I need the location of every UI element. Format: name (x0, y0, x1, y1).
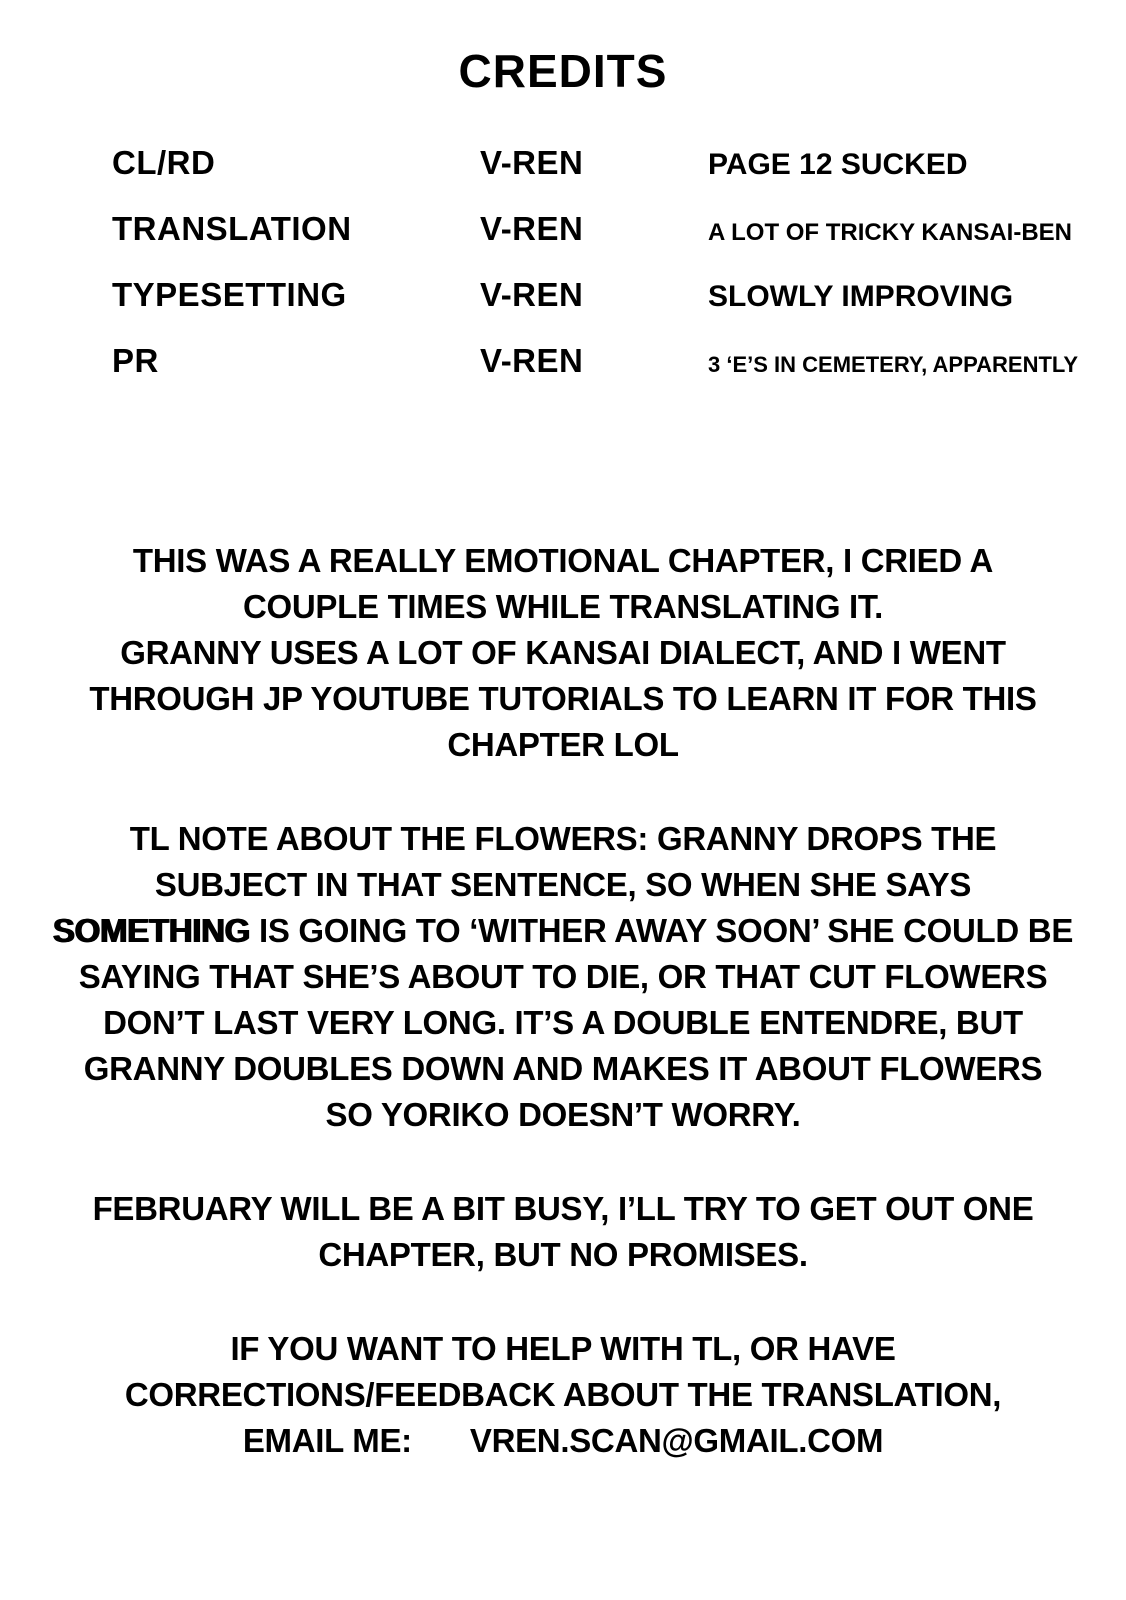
credit-name: V-REN (480, 210, 584, 247)
email-address: VREN.SCAN@GMAIL.COM (469, 1422, 884, 1459)
note-line: FEBRUARY WILL BE A BIT BUSY, I’LL TRY TO GET OUT ONE (92, 1190, 1034, 1227)
note-paragraph-4 (0, 1326, 1126, 1464)
credit-comment: PAGE 12 SUCKED (708, 148, 968, 181)
page-title: CREDITS (458, 45, 668, 97)
note-line: THROUGH JP YOUTUBE TUTORIALS TO LEARN IT FOR THIS (89, 680, 1037, 717)
credit-comment: A LOT OF TRICKY KANSAI-BEN (708, 219, 1072, 246)
note-line: SAYING THAT SHE’S ABOUT TO DIE, OR THAT CUT FLOWERS (78, 958, 1048, 995)
credit-role: PR (112, 342, 159, 379)
credit-name: V-REN (480, 342, 584, 379)
note-line: IF YOU WANT TO HELP WITH TL, OR HAVE (230, 1330, 896, 1367)
note-line-rest: IS GOING TO ‘WITHER AWAY SOON’ SHE COULD BE (250, 912, 1074, 949)
credit-role: CL/RD (112, 144, 216, 181)
emphasized-word: SOMETHING (52, 912, 251, 949)
note-line-emphasis (0, 908, 1126, 954)
note-line: CORRECTIONS/FEEDBACK ABOUT THE TRANSLATION, (124, 1376, 1002, 1413)
email-line (0, 1418, 1126, 1464)
credit-comment: 3 ‘E’S IN CEMETERY, APPARENTLY (708, 352, 1079, 377)
email-label: EMAIL ME: (242, 1422, 412, 1459)
note-line: SUBJECT IN THAT SENTENCE, SO WHEN SHE SAYS (154, 866, 972, 903)
credit-comment: SLOWLY IMPROVING (708, 280, 1014, 313)
note-line: GRANNY DOUBLES DOWN AND MAKES IT ABOUT FLOWERS (83, 1050, 1043, 1087)
credit-role: TRANSLATION (112, 210, 352, 247)
note-line: THIS WAS A REALLY EMOTIONAL CHAPTER, I CRIED A (132, 542, 994, 579)
note-line: SO YORIKO DOESN’T WORRY. (325, 1096, 801, 1133)
note-line: DON’T LAST VERY LONG. IT’S A DOUBLE ENTENDRE, BUT (103, 1004, 1023, 1041)
credits-table (112, 144, 1106, 380)
credit-name: V-REN (480, 144, 584, 181)
note-paragraph-2 (0, 816, 1126, 1138)
note-line: CHAPTER LOL (447, 726, 679, 763)
credit-role: TYPESETTING (112, 276, 347, 313)
note-line: COUPLE TIMES WHILE TRANSLATING IT. (242, 588, 883, 625)
note-line: CHAPTER, BUT NO PROMISES. (318, 1236, 808, 1273)
note-line: TL NOTE ABOUT THE FLOWERS: GRANNY DROPS THE (129, 820, 997, 857)
note-paragraph-1 (0, 538, 1126, 768)
translator-notes (0, 538, 1126, 1464)
note-paragraph-3 (0, 1186, 1126, 1278)
note-line: GRANNY USES A LOT OF KANSAI DIALECT, AND I WENT (120, 634, 1006, 671)
credit-name: V-REN (480, 276, 584, 313)
